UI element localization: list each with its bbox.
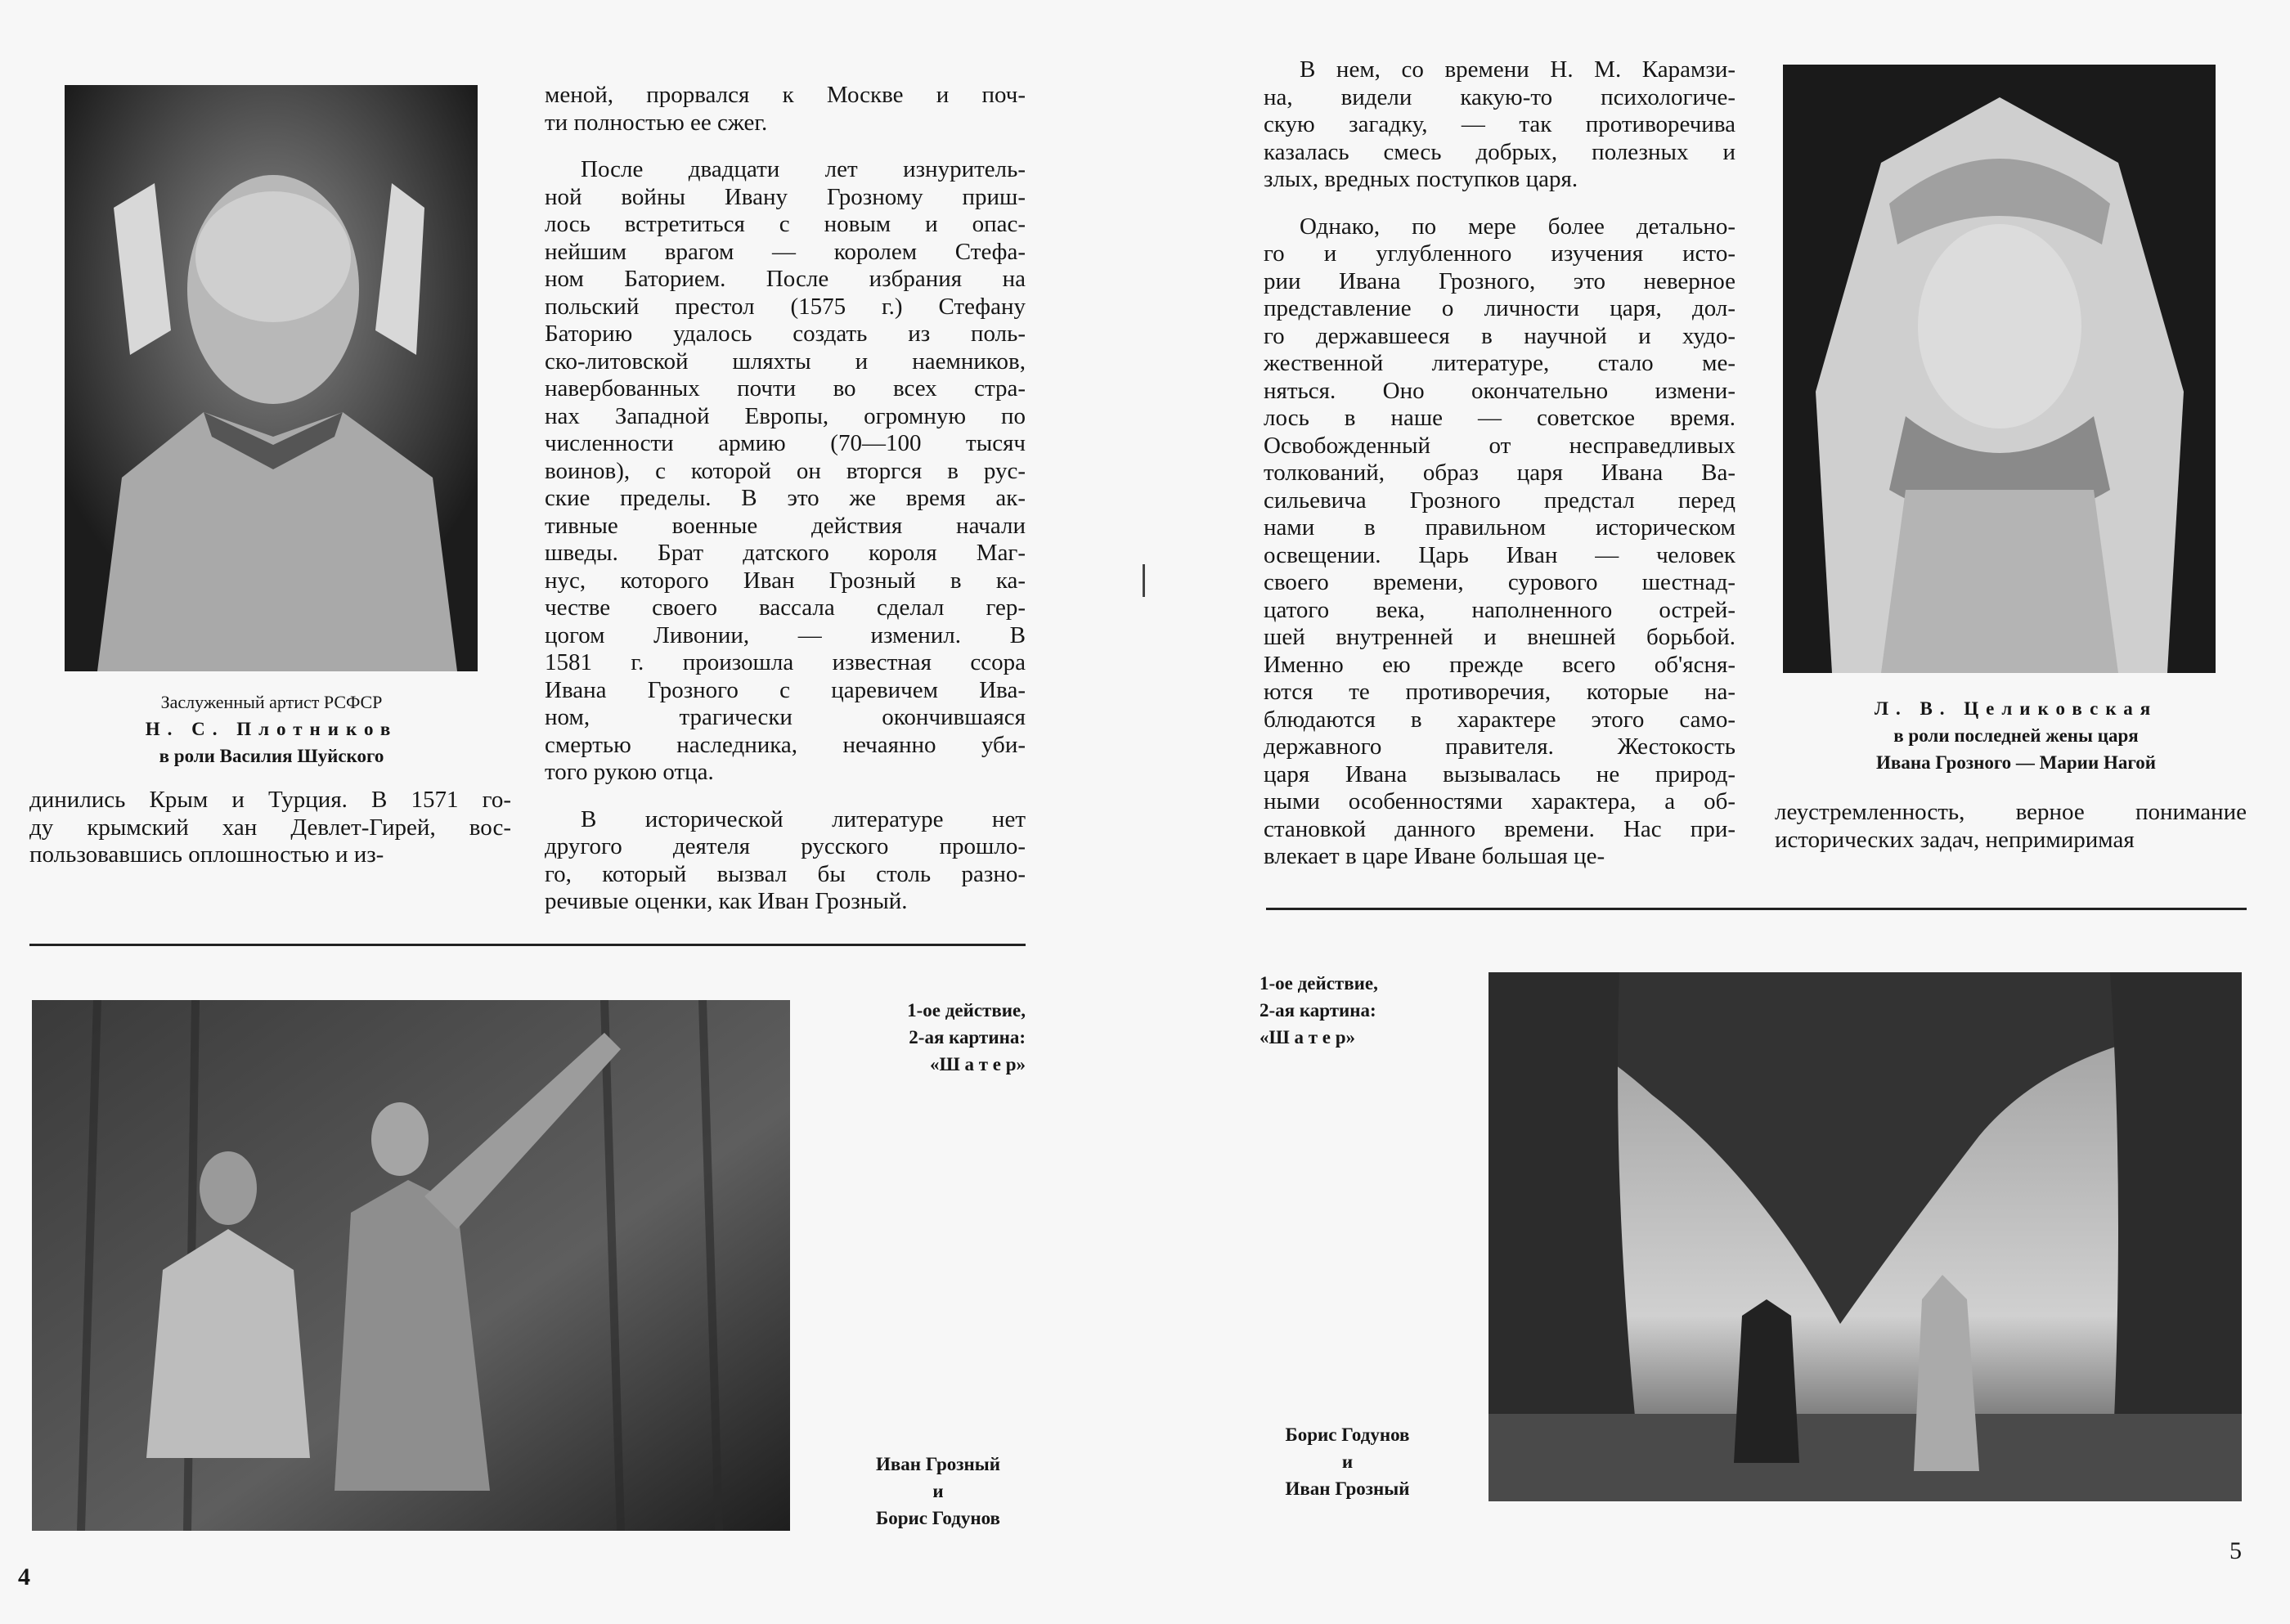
portrait-caption-left (65, 689, 478, 769)
text-line: леустремленность, верное понимание (1775, 799, 2247, 825)
text-line: цатого века, наполненного острей- (1264, 596, 1735, 623)
text-line: сильевича Грозного предстал перед (1264, 487, 1735, 514)
caption-line: Борис Годунов (1285, 1424, 1410, 1445)
text-line: лось в наше — советское время. (1264, 405, 1735, 431)
text-line: После двадцати лет изнуритель- (581, 156, 1026, 182)
text-line: тивные военные действия начали (545, 512, 1026, 539)
text-line: няться. Оно окончательно измени- (1264, 377, 1735, 404)
text-line: ном Баторием. После избрания на (545, 266, 1026, 292)
text-line: смертью наследника, нечаянно уби- (545, 731, 1026, 758)
portrait-photo-tselikovskaya (1783, 65, 2216, 673)
text-line: ными особенностями характера, а об- (1264, 788, 1735, 814)
gutter-mark (1143, 564, 1145, 597)
text-line: нейшим врагом — королем Стефа- (545, 238, 1026, 265)
caption-line: «Ш а т е р» (929, 1054, 1026, 1074)
caption-line: Иван Грозный (1285, 1478, 1410, 1499)
text-line: В нем, со времени Н. М. Карамзи- (1300, 56, 1735, 83)
text-line: исторических задач, непримиримая (1775, 826, 2135, 853)
caption-line: Н. С. Плотников (145, 719, 398, 739)
text-line: го, который вызвал бы столь разно- (545, 860, 1026, 887)
text-line: Баторию удалось создать из поль- (545, 321, 1026, 347)
text-line: динились Крым и Турция. В 1571 го- (29, 787, 511, 813)
text-line: влекает в царе Иване большая це- (1264, 843, 1605, 869)
right-column-b-text (1775, 799, 2247, 854)
text-line: Ивана Грозного с царевичем Ива- (545, 676, 1026, 703)
text-line: ются те противоречия, которые на- (1264, 679, 1735, 705)
scene-caption-left-bottom (851, 1451, 1026, 1532)
caption-line: 2-ая картина: (1260, 1000, 1376, 1021)
text-line: рии Ивана Грозного, это неверное (1264, 267, 1735, 294)
text-line: державного правителя. Жестокость (1264, 733, 1735, 760)
text-line: В исторической литературе нет (581, 805, 1026, 832)
page-number-right: 5 (2229, 1537, 2242, 1564)
text-line: становкой данного времени. Нас при- (1264, 815, 1735, 842)
text-line: Именно ею прежде всего об'ясня- (1264, 651, 1735, 678)
text-line: пользовавшись оплошностью и из- (29, 841, 384, 868)
text-line: го и углубленного изучения исто- (1264, 240, 1735, 267)
paragraph-gap (1264, 194, 1735, 213)
text-line: нами в правильном историческом (1264, 514, 1735, 541)
text-line: нус, которого Иван Грозный в ка- (545, 567, 1026, 594)
caption-line: в роли последней жены царя (1893, 725, 2139, 746)
scene-caption-right-bottom (1260, 1421, 1435, 1502)
text-line: скую загадку, — так противоречива (1264, 111, 1735, 137)
left-column-a-text (29, 787, 511, 869)
text-line: ско-литовской шляхты и наемников, (545, 348, 1026, 375)
text-line: ские пределы. В это же время ак- (545, 485, 1026, 511)
text-line: того рукою отца. (545, 759, 714, 785)
scene-photo-ivan-and-boris (32, 1000, 790, 1531)
text-line: польский престол (1575 г.) Стефану (545, 293, 1026, 320)
text-line: блюдаются в характере этого само- (1264, 706, 1735, 733)
caption-line: Заслуженный артист РСФСР (160, 692, 383, 712)
text-line: честве своего вассала сделал гер- (545, 594, 1026, 621)
caption-line: Ивана Грозного — Марии Нагой (1876, 752, 2156, 773)
caption-line: Борис Годунов (876, 1508, 1000, 1528)
text-line: ной войны Ивану Грозному приш- (545, 183, 1026, 210)
text-line: шей внутренней и внешней борьбой. (1264, 624, 1735, 650)
text-line: нах Западной Европы, огромную по (545, 402, 1026, 429)
right-column-a-text (1264, 56, 1735, 871)
divider-rule (29, 944, 1026, 946)
text-line: казалась смесь добрых, полезных и (1264, 138, 1735, 165)
text-line: лось встретиться с новым и опас- (545, 211, 1026, 237)
page-number-left: 4 (18, 1563, 30, 1590)
text-line: Однако, по мере более детально- (1300, 213, 1735, 240)
text-line: Освобожденный от несправедливых (1264, 432, 1735, 459)
paragraph-gap (545, 137, 1026, 156)
divider-rule (1266, 908, 2247, 910)
text-line: жественной литературе, стало ме- (1264, 350, 1735, 376)
text-line: освещении. Царь Иван — человек (1264, 541, 1735, 568)
text-line: толкований, образ царя Ивана Ва- (1264, 460, 1735, 486)
caption-line: в роли Василия Шуйского (159, 746, 384, 766)
text-line: ти полностью ее сжег. (545, 109, 768, 136)
text-line: речивые оценки, как Иван Грозный. (545, 888, 908, 914)
text-line: своего времени, сурового шестнад- (1264, 569, 1735, 595)
text-line: навербованных почти во всех стра- (545, 375, 1026, 402)
text-line: ду крымский хан Девлет-Гирей, вос- (29, 814, 511, 841)
text-line: численности армию (70—100 тысяч (545, 430, 1026, 456)
text-line: на, видели какую-то психологиче- (1264, 83, 1735, 110)
caption-line: Иван Грозный (876, 1454, 1000, 1474)
caption-line: 1-ое действие, (907, 1000, 1026, 1021)
left-column-b-text (545, 82, 1026, 916)
portrait-photo-plotnikov (65, 85, 478, 671)
text-line: представление о личности царя, дол- (1264, 295, 1735, 321)
text-line: воинов), с которой он вторгся в рус- (545, 457, 1026, 484)
caption-line: Л. В. Целиковская (1874, 698, 2158, 719)
portrait-caption-right (1783, 695, 2249, 776)
text-line: царя Ивана вызывалась не природ- (1264, 760, 1735, 787)
caption-line: и (1341, 1451, 1354, 1472)
text-line: ном, трагически окончившаяся (545, 704, 1026, 730)
caption-line: и (932, 1481, 944, 1501)
scene-photo-tent (1488, 972, 2242, 1501)
paragraph-gap (545, 787, 1026, 806)
caption-line: «Ш а т е р» (1260, 1027, 1356, 1048)
text-line: 1581 г. произошла известная ссора (545, 649, 1026, 675)
text-line: цогом Ливонии, — изменил. В (545, 621, 1026, 648)
text-line: шведы. Брат датского короля Маг- (545, 540, 1026, 566)
text-line: другого деятеля русского прошло- (545, 833, 1026, 859)
scene-caption-left-top (785, 997, 1026, 1078)
text-line: меной, прорвался к Москве и поч- (545, 82, 1026, 108)
scene-caption-right-top (1260, 970, 1439, 1051)
caption-line: 2-ая картина: (909, 1027, 1026, 1048)
text-line: злых, вредных поступков царя. (1264, 166, 1578, 192)
caption-line: 1-ое действие, (1260, 973, 1378, 994)
text-line: го державшееся в научной и худо- (1264, 322, 1735, 349)
